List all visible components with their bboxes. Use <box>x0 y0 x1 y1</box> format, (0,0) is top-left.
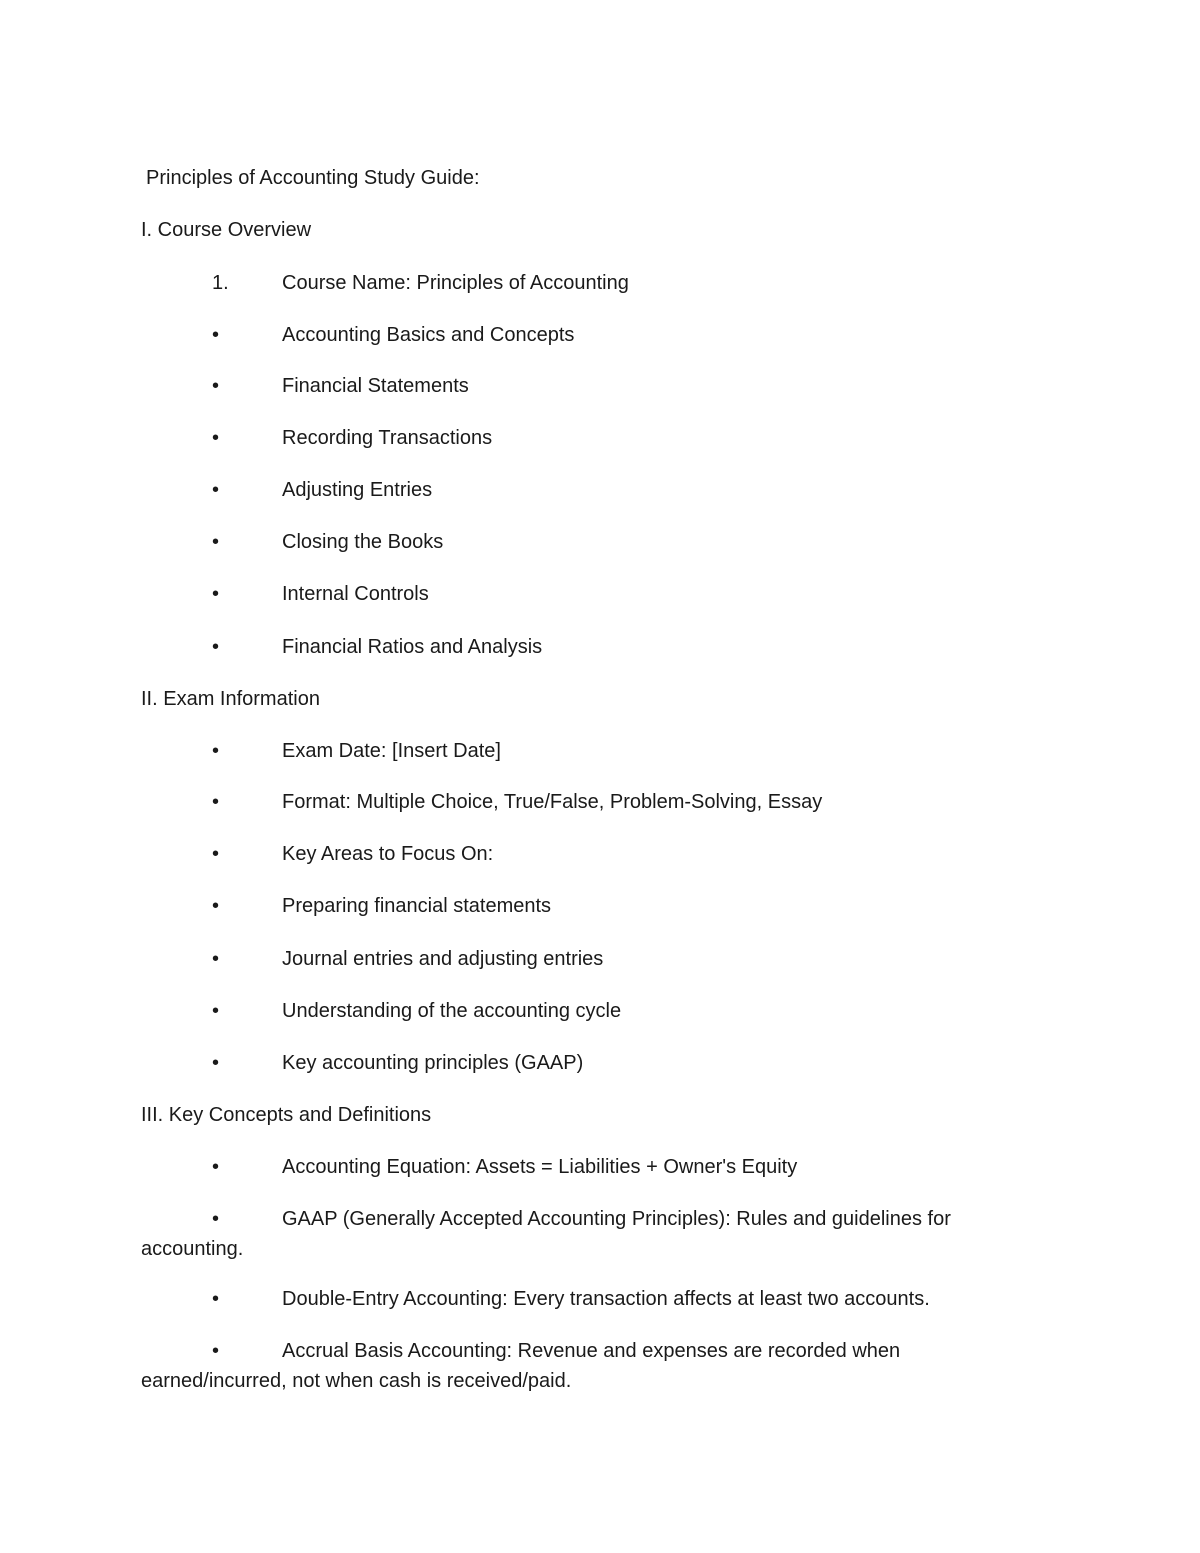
list-item: Preparing financial statements <box>282 895 552 917</box>
list-marker: • <box>212 895 220 917</box>
document-title: Principles of Accounting Study Guide: <box>146 167 480 189</box>
list-marker: • <box>212 1288 220 1310</box>
list-marker: • <box>212 375 220 397</box>
list-item: Key accounting principles (GAAP) <box>282 1052 584 1074</box>
list-marker: • <box>212 843 220 865</box>
list-item-text: GAAP (Generally Accepted Accounting Principles): Rules and guidelines for accounting. <box>141 1208 951 1260</box>
list-marker: • <box>212 583 220 605</box>
list-item: Format: Multiple Choice, True/False, Problem-Solving, Essay <box>282 791 823 813</box>
list-item: Accounting Equation: Assets = Liabilities + Owner's Equity <box>282 1156 798 1178</box>
list-marker: • <box>212 1000 220 1022</box>
section-heading-course-overview: I. Course Overview <box>141 219 312 241</box>
list-marker: • <box>212 1156 220 1178</box>
list-item: Double-Entry Accounting: Every transaction affects at least two accounts. <box>282 1288 930 1310</box>
list-item: Key Areas to Focus On: <box>282 843 494 865</box>
list-item-wrapped <box>141 1336 1021 1396</box>
list-item: Journal entries and adjusting entries <box>282 948 604 970</box>
list-item: Adjusting Entries <box>282 479 433 501</box>
list-marker: • <box>212 427 220 449</box>
list-item: Accounting Basics and Concepts <box>282 324 575 346</box>
list-marker: • <box>212 791 220 813</box>
list-item: Understanding of the accounting cycle <box>282 1000 622 1022</box>
list-item: Course Name: Principles of Accounting <box>282 272 629 294</box>
list-item: Recording Transactions <box>282 427 493 449</box>
list-item-text: Accrual Basis Accounting: Revenue and expenses are recorded when earned/incurred, not when cash is received/paid. <box>141 1340 901 1392</box>
list-item-wrapped <box>141 1204 1021 1264</box>
list-marker: • <box>212 479 220 501</box>
list-item: Financial Statements <box>282 375 469 397</box>
section-heading-key-concepts: III. Key Concepts and Definitions <box>141 1104 432 1126</box>
list-marker: • <box>212 636 220 658</box>
section-heading-exam-information: II. Exam Information <box>141 688 320 710</box>
list-marker: • <box>212 948 220 970</box>
list-item: Internal Controls <box>282 583 429 605</box>
list-item: Closing the Books <box>282 531 444 553</box>
list-marker: • <box>212 1052 220 1074</box>
list-item: Financial Ratios and Analysis <box>282 636 543 658</box>
list-marker: • <box>212 1340 220 1362</box>
list-item: Exam Date: [Insert Date] <box>282 740 501 762</box>
list-marker: • <box>212 740 220 762</box>
list-marker: • <box>212 531 220 553</box>
list-marker: • <box>212 324 220 346</box>
list-marker: • <box>212 1208 220 1230</box>
list-marker: 1. <box>212 272 229 294</box>
